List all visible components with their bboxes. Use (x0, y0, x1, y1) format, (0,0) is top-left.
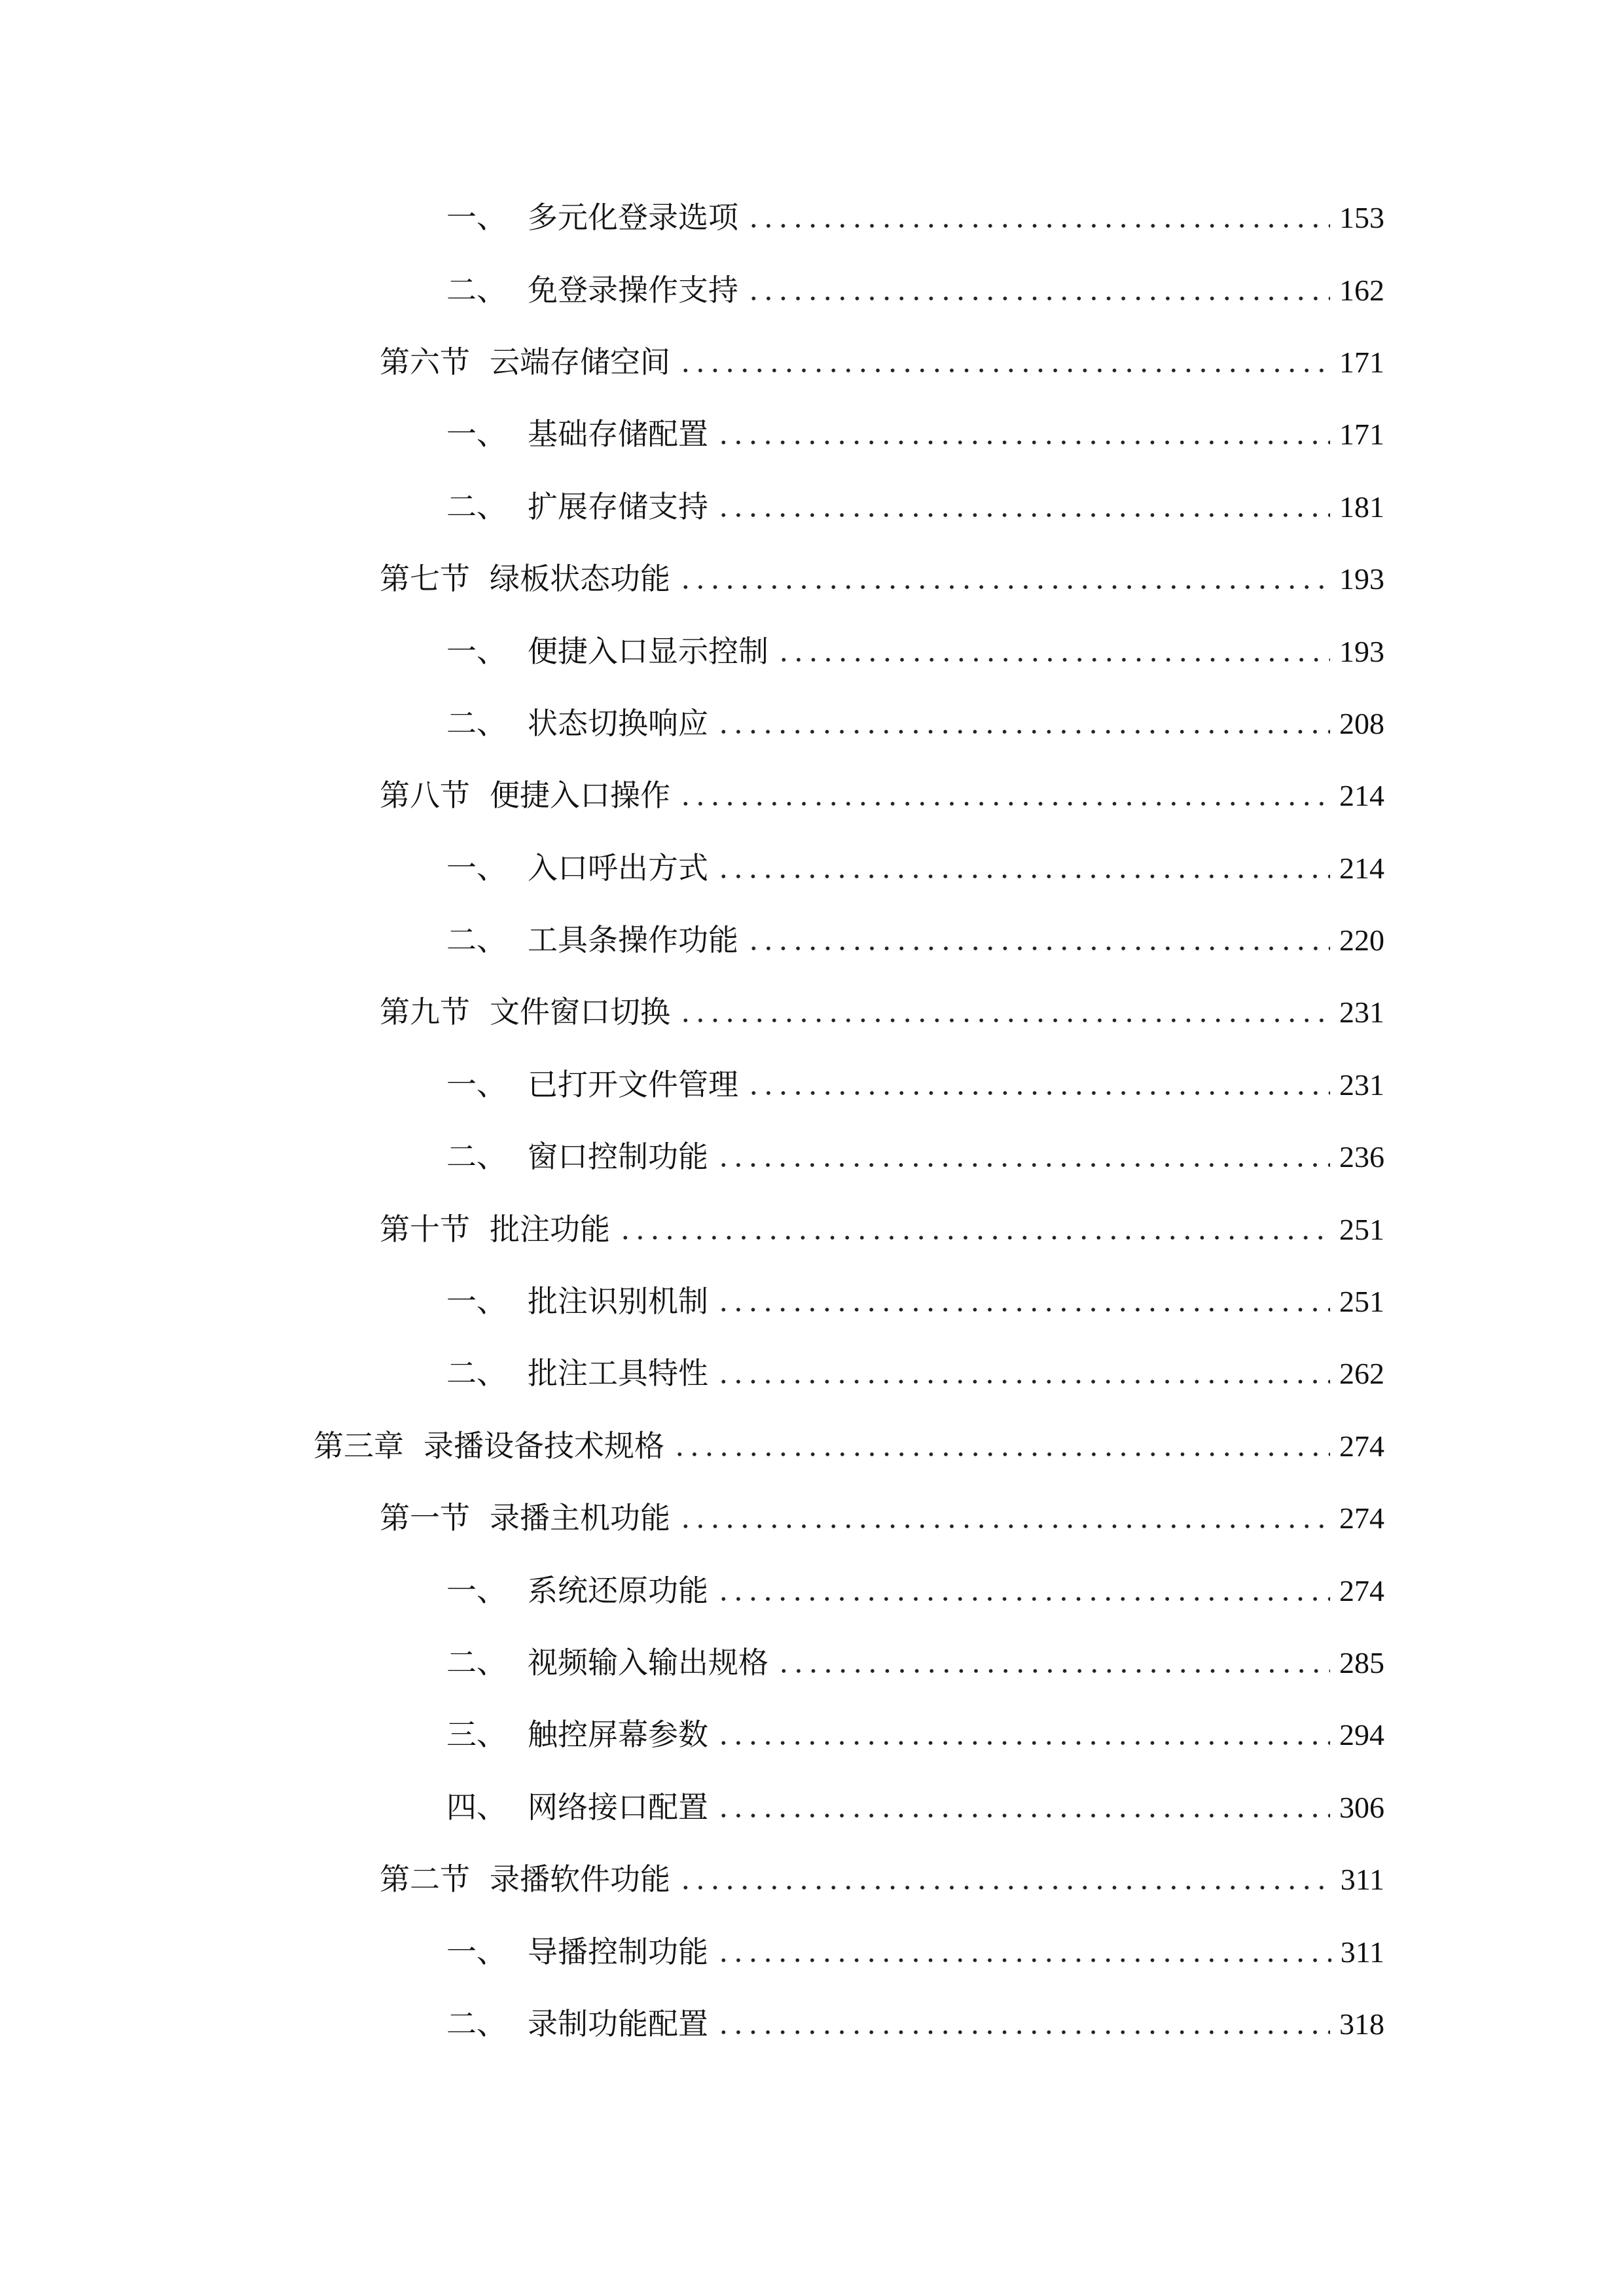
toc-entry-page: 193 (1339, 634, 1384, 668)
dot-leader (678, 1018, 1330, 1023)
toc-entry-number: 二、 (446, 490, 507, 524)
toc-entry-page: 306 (1339, 1790, 1384, 1824)
toc-entry-page: 153 (1339, 201, 1384, 235)
toc-entry[interactable] (0, 1554, 1624, 1626)
toc-entry-page: 181 (1339, 490, 1384, 524)
toc-entry-number: 第七节 (380, 562, 470, 596)
toc-entry-page: 318 (1339, 2007, 1384, 2041)
dot-leader (716, 1740, 1330, 1746)
toc-entry-title: 窗口控制功能 (528, 1140, 708, 1174)
toc-entry[interactable] (0, 1049, 1624, 1121)
toc-entry-page: 274 (1339, 1429, 1384, 1463)
toc-entry-title: 录播设备技术规格 (424, 1429, 664, 1463)
toc-entry[interactable] (0, 833, 1624, 905)
dot-leader (716, 512, 1330, 518)
toc-entry-page: 274 (1339, 1501, 1384, 1535)
dot-leader (746, 946, 1330, 951)
toc-entry[interactable] (0, 1482, 1624, 1554)
toc-entry-number: 一、 (446, 1573, 507, 1607)
toc-entry-title: 文件窗口切换 (490, 996, 670, 1030)
toc-entry-title: 免登录操作支持 (528, 273, 738, 307)
toc-entry-number: 一、 (446, 1935, 507, 1969)
toc-entry-title: 录制功能配置 (528, 2007, 708, 2041)
toc-entry-page: 162 (1339, 273, 1384, 307)
toc-entry-title: 云端存储空间 (490, 345, 670, 379)
dot-leader (776, 657, 1330, 662)
toc-entry-title: 便捷入口操作 (490, 779, 670, 813)
dot-leader (716, 440, 1330, 445)
toc-entry-number: 一、 (446, 1067, 507, 1102)
toc-entry-number: 第八节 (380, 779, 470, 813)
toc-entry-number: 四、 (446, 1790, 507, 1824)
toc-entry-number: 一、 (446, 201, 507, 235)
dot-leader (678, 1524, 1330, 1529)
dot-leader (618, 1235, 1330, 1240)
toc-entry-number: 第一节 (380, 1501, 470, 1535)
dot-leader (716, 1596, 1330, 1602)
toc-entry-title: 触控屏幕参数 (528, 1718, 708, 1752)
toc-entry[interactable] (0, 1699, 1624, 1771)
dot-leader (678, 368, 1330, 373)
toc-entry[interactable] (0, 254, 1624, 326)
toc-entry-title: 录播主机功能 (490, 1501, 670, 1535)
toc-entry-number: 二、 (446, 924, 507, 958)
toc-entry[interactable] (0, 977, 1624, 1049)
toc-entry-title: 导播控制功能 (528, 1935, 708, 1969)
toc-entry-page: 251 (1339, 1212, 1384, 1246)
dot-leader (746, 296, 1330, 301)
dot-leader (678, 1885, 1331, 1890)
toc-entry[interactable] (0, 1193, 1624, 1265)
toc-entry-number: 二、 (446, 2007, 507, 2041)
dot-leader (746, 1090, 1330, 1096)
table-of-contents (0, 182, 1624, 2060)
dot-leader (776, 1668, 1330, 1674)
toc-entry-number: 第二节 (380, 1863, 470, 1897)
toc-entry[interactable] (0, 543, 1624, 615)
toc-entry-number: 第三章 (314, 1429, 404, 1463)
toc-entry-number: 二、 (446, 706, 507, 740)
toc-entry-title: 视频输入输出规格 (528, 1646, 768, 1679)
toc-entry-title: 批注识别机制 (528, 1285, 708, 1319)
toc-entry-number: 三、 (446, 1718, 507, 1752)
dot-leader (678, 584, 1330, 590)
dot-leader (716, 1379, 1330, 1384)
toc-entry[interactable] (0, 471, 1624, 543)
toc-entry-title: 批注工具特性 (528, 1357, 708, 1391)
toc-entry-number: 一、 (446, 851, 507, 885)
toc-entry-page: 220 (1339, 924, 1384, 958)
toc-entry-title: 多元化登录选项 (528, 201, 738, 235)
toc-entry-page: 171 (1339, 345, 1384, 379)
toc-entry-number: 第九节 (380, 996, 470, 1030)
toc-entry[interactable] (0, 615, 1624, 687)
toc-entry-page: 171 (1339, 418, 1384, 452)
dot-leader (716, 1307, 1330, 1312)
toc-entry-title: 入口呼出方式 (528, 851, 708, 885)
toc-entry-number: 二、 (446, 1357, 507, 1391)
toc-entry[interactable] (0, 760, 1624, 832)
dot-leader (716, 1162, 1330, 1168)
toc-entry-page: 236 (1339, 1140, 1384, 1174)
toc-entry-title: 基础存储配置 (528, 418, 708, 452)
toc-entry-number: 一、 (446, 1285, 507, 1319)
dot-leader (716, 1958, 1331, 1963)
dot-leader (716, 729, 1330, 734)
toc-entry-number: 二、 (446, 1646, 507, 1679)
toc-entry-page: 214 (1339, 851, 1384, 885)
toc-entry-number: 二、 (446, 1140, 507, 1174)
toc-entry[interactable] (0, 1916, 1624, 1988)
toc-entry-page: 251 (1339, 1285, 1384, 1319)
toc-entry-title: 系统还原功能 (528, 1573, 708, 1607)
toc-entry-title: 工具条操作功能 (528, 924, 738, 958)
toc-entry-number: 一、 (446, 418, 507, 452)
toc-entry[interactable] (0, 1772, 1624, 1844)
toc-entry-title: 绿板状态功能 (490, 562, 670, 596)
toc-entry-page: 231 (1339, 1067, 1384, 1102)
toc-entry-page: 285 (1339, 1646, 1384, 1679)
toc-entry-number: 二、 (446, 273, 507, 307)
toc-entry[interactable] (0, 1338, 1624, 1410)
toc-entry[interactable] (0, 399, 1624, 471)
toc-entry-page: 311 (1340, 1863, 1384, 1897)
toc-entry-number: 第十节 (380, 1212, 470, 1246)
toc-entry-number: 第六节 (380, 345, 470, 379)
toc-entry-title: 批注功能 (490, 1212, 610, 1246)
toc-entry-title: 网络接口配置 (528, 1790, 708, 1824)
toc-entry[interactable] (0, 688, 1624, 760)
toc-entry-page: 262 (1339, 1357, 1384, 1391)
toc-entry[interactable] (0, 1121, 1624, 1193)
toc-entry-title: 状态切换响应 (528, 706, 708, 740)
toc-entry[interactable] (0, 1988, 1624, 2060)
dot-leader (716, 1813, 1330, 1818)
toc-entry[interactable] (0, 1844, 1624, 1916)
toc-entry[interactable] (0, 905, 1624, 977)
toc-entry-page: 208 (1339, 706, 1384, 740)
toc-entry-title: 便捷入口显示控制 (528, 634, 768, 668)
toc-entry-title: 扩展存储支持 (528, 490, 708, 524)
toc-entry-title: 录播软件功能 (490, 1863, 670, 1897)
toc-entry[interactable] (0, 1410, 1624, 1482)
toc-entry[interactable] (0, 1266, 1624, 1338)
dot-leader (678, 801, 1330, 806)
toc-entry[interactable] (0, 182, 1624, 254)
toc-entry[interactable] (0, 1627, 1624, 1699)
dot-leader (672, 1452, 1330, 1457)
toc-entry-page: 214 (1339, 779, 1384, 813)
toc-entry[interactable] (0, 327, 1624, 399)
toc-entry-page: 274 (1339, 1573, 1384, 1607)
toc-entry-title: 已打开文件管理 (528, 1067, 738, 1102)
toc-entry-page: 231 (1339, 996, 1384, 1030)
toc-entry-number: 一、 (446, 634, 507, 668)
dot-leader (746, 223, 1330, 228)
dot-leader (716, 2030, 1330, 2035)
toc-entry-page: 294 (1339, 1718, 1384, 1752)
toc-entry-page: 193 (1339, 562, 1384, 596)
dot-leader (716, 874, 1330, 879)
toc-entry-page: 311 (1340, 1935, 1384, 1969)
